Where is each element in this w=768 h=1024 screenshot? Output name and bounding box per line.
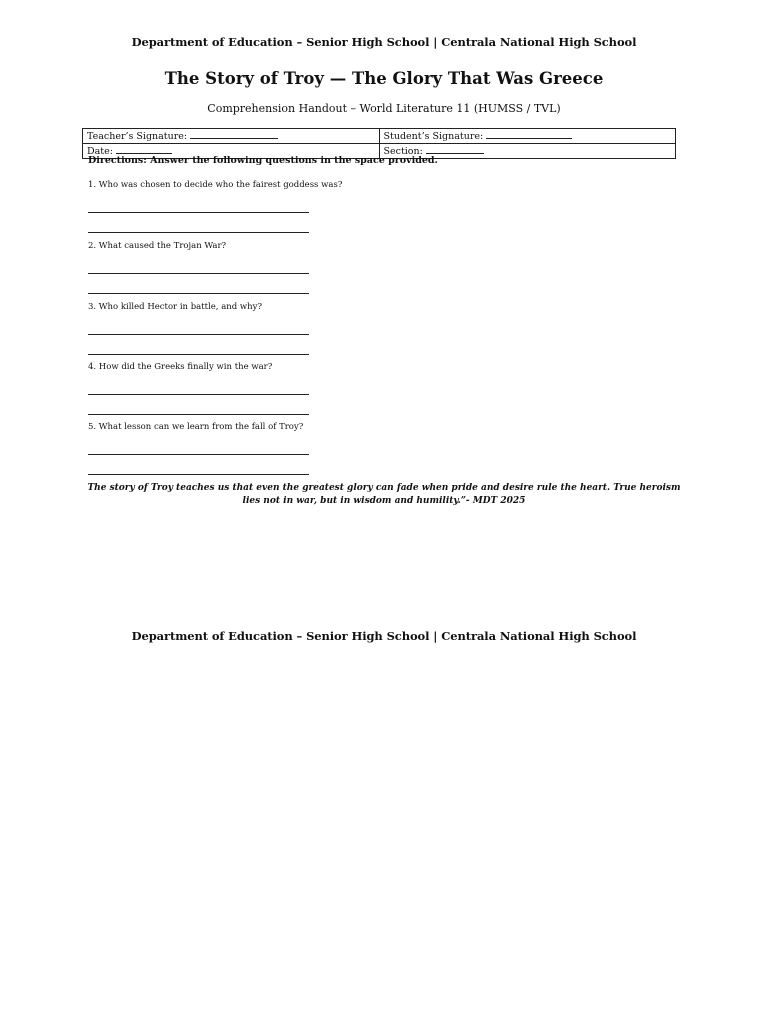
signature-row bbox=[83, 129, 676, 144]
page-subtitle: Comprehension Handout – World Literature 11 (HUMSS / TVL) bbox=[207, 102, 561, 115]
answer-line-4a bbox=[88, 394, 309, 395]
answer-line-5a bbox=[88, 454, 309, 455]
answer-line-2b bbox=[88, 293, 309, 294]
student-signature-label: Student’s Signature: bbox=[383, 131, 484, 142]
question-3: 3. Who killed Hector in battle, and why? bbox=[88, 302, 263, 312]
answer-line-4b bbox=[88, 414, 309, 415]
directions-text: Directions: Answer the following questions in the space provided. bbox=[88, 155, 438, 166]
answer-line-5b bbox=[88, 474, 309, 475]
date-blank bbox=[116, 144, 172, 154]
page-title: The Story of Troy — The Glory That Was Greece bbox=[164, 69, 604, 88]
closing-quote: The story of Troy teaches us that even the greatest glory can fade when pride and desire rule the heart. True heroism lies not in war, but in wisdom and humility.”- MDT 2025 bbox=[87, 483, 681, 506]
section-blank bbox=[426, 144, 484, 154]
answer-line-1b bbox=[88, 232, 309, 233]
answer-line-1a bbox=[88, 212, 309, 213]
question-4: 4. How did the Greeks finally win the war? bbox=[88, 362, 273, 372]
second-page-header: Department of Education – Senior High School | Centrala National High School bbox=[131, 629, 637, 643]
date-label: Date: bbox=[87, 146, 113, 157]
student-signature-blank bbox=[486, 129, 572, 139]
answer-line-3a bbox=[88, 334, 309, 335]
teacher-signature-blank bbox=[190, 129, 278, 139]
question-1: 1. Who was chosen to decide who the fairest goddess was? bbox=[88, 180, 343, 190]
question-2: 2. What caused the Trojan War? bbox=[88, 241, 227, 251]
question-5: 5. What lesson can we learn from the fall of Troy? bbox=[88, 422, 304, 432]
section-label: Section: bbox=[383, 146, 423, 157]
page-header: Department of Education – Senior High School | Centrala National High School bbox=[131, 35, 637, 49]
teacher-signature-label: Teacher’s Signature: bbox=[87, 131, 188, 142]
answer-line-3b bbox=[88, 354, 309, 355]
student-signature-cell bbox=[379, 129, 676, 144]
answer-line-2a bbox=[88, 273, 309, 274]
teacher-signature-cell bbox=[83, 129, 380, 144]
